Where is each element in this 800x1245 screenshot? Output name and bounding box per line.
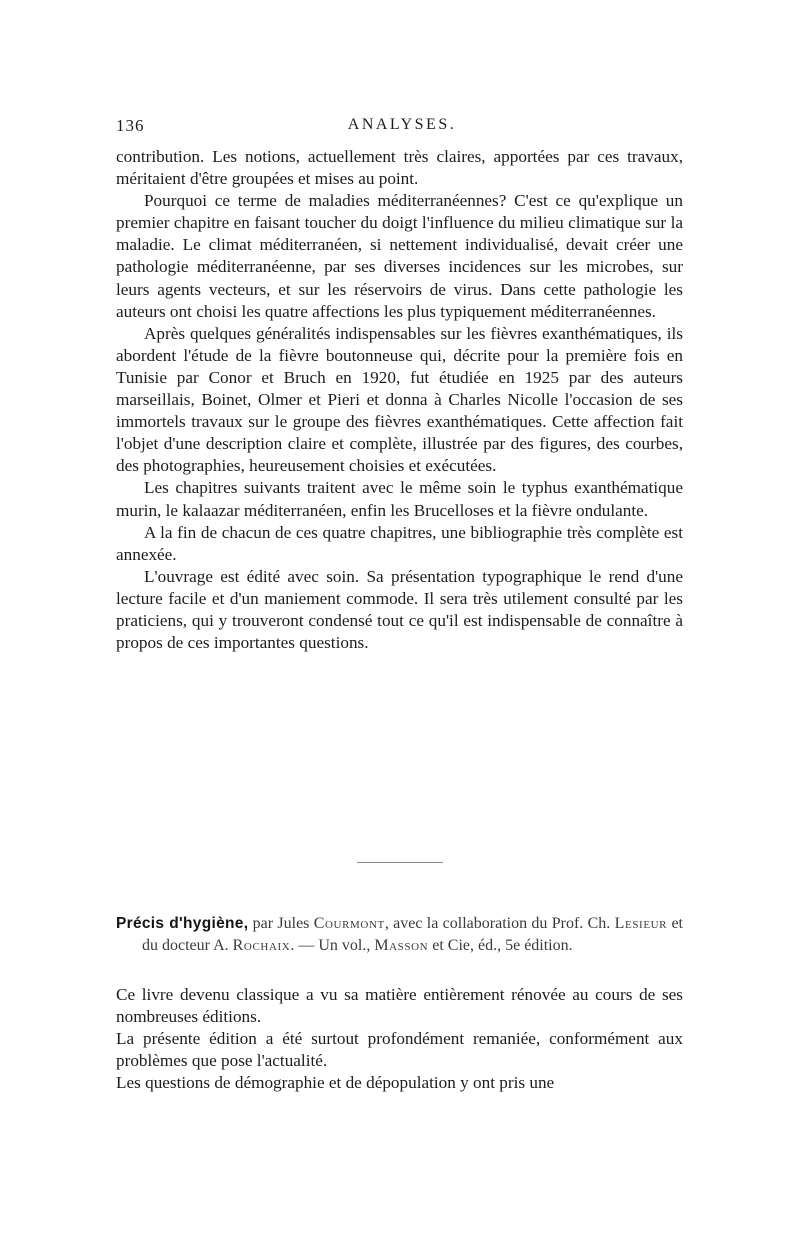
author-name: Lesieur [614,915,668,932]
citation-by: par Jules [248,915,314,932]
citation-edition: et Cie, éd., 5e édition. [428,936,573,954]
citation-with: , avec la collaboration du Prof. Ch. [384,915,615,932]
article-text [116,146,683,654]
citation-and: et du docteur A. [142,915,684,954]
paragraph: Ce livre devenu classique a vu sa matière entièrement rénovée au cours de ses nombreuses éditions. [116,985,683,1026]
author-name: Rochaix [232,936,291,954]
paragraph: La présente édition a été surtout profondément remaniée, conformément aux problèmes que pose l'actualité. [116,1029,683,1070]
page-header [116,116,688,140]
paragraph: Après quelques généralités indispensables sur les fièvres exanthématiques, ils abordent l'étude de la fièvre boutonneuse qui, décrite pour la première fois en Tunisie par Conor et Bruch en 1920, fut étudiée en 1925 par des auteurs marseillais, Boinet, Olmer et Pieri et donna à Charles Nicolle l'occasion de ses immortels travaux sur le groupe des fièvres exanthématiques. Cette affection fait l'objet d'une description claire et complète, illustrée par des figures, des courbes, des photographies, heureusement choisies et exécutées. [116,323,683,476]
review-body [116,984,683,1094]
paragraph-continuation: contribution. Les notions, actuellement très claires, apportées par ces travaux, méritaient d'être groupées et mises au point. [116,147,683,189]
paragraph: L'ouvrage est édité avec soin. Sa présentation typographique le rend d'une lecture facile et d'un maniement commode. Il sera très utilement consulté par les praticiens, qui y trouveront condensé tout ce qu'il est indispensable de connaître à propos de ces importantes questions. [116,566,683,653]
running-head: ANALYSES. [347,116,457,133]
paragraph: Les questions de démographie et de dépopulation y ont pris une [116,1073,555,1092]
review-entry [116,913,683,1094]
review-title: Précis d'hygiène, [116,915,249,932]
review-citation [116,913,683,956]
paragraph: Les chapitres suivants traitent avec le même soin le typhus exanthématique murin, le kalaazar méditerranéen, enfin les Brucelloses et la fièvre ondulante. [116,478,683,520]
author-name: Courmont [313,915,385,932]
publisher-name: Masson [374,936,429,954]
citation-volume: . — Un vol., [290,936,375,954]
page-number: 136 [116,116,145,135]
paragraph: A la fin de chacun de ces quatre chapitres, une bibliographie très complète est annexée. [116,522,683,564]
section-separator [357,862,443,863]
paragraph: Pourquoi ce terme de maladies méditerranéennes? C'est ce qu'explique un premier chapitre en faisant toucher du doigt l'influence du milieu climatique sur la maladie. Le climat méditerranéen, si nettement individualisé, devait créer une pathologie méditerranéenne, par ses diverses incidences sur les microbes, sur leurs agents vecteurs, et sur les réservoirs de virus. Dans cette pathologie les auteurs ont choisi les quatre affections les plus typiquement méditerranéennes. [116,191,683,321]
